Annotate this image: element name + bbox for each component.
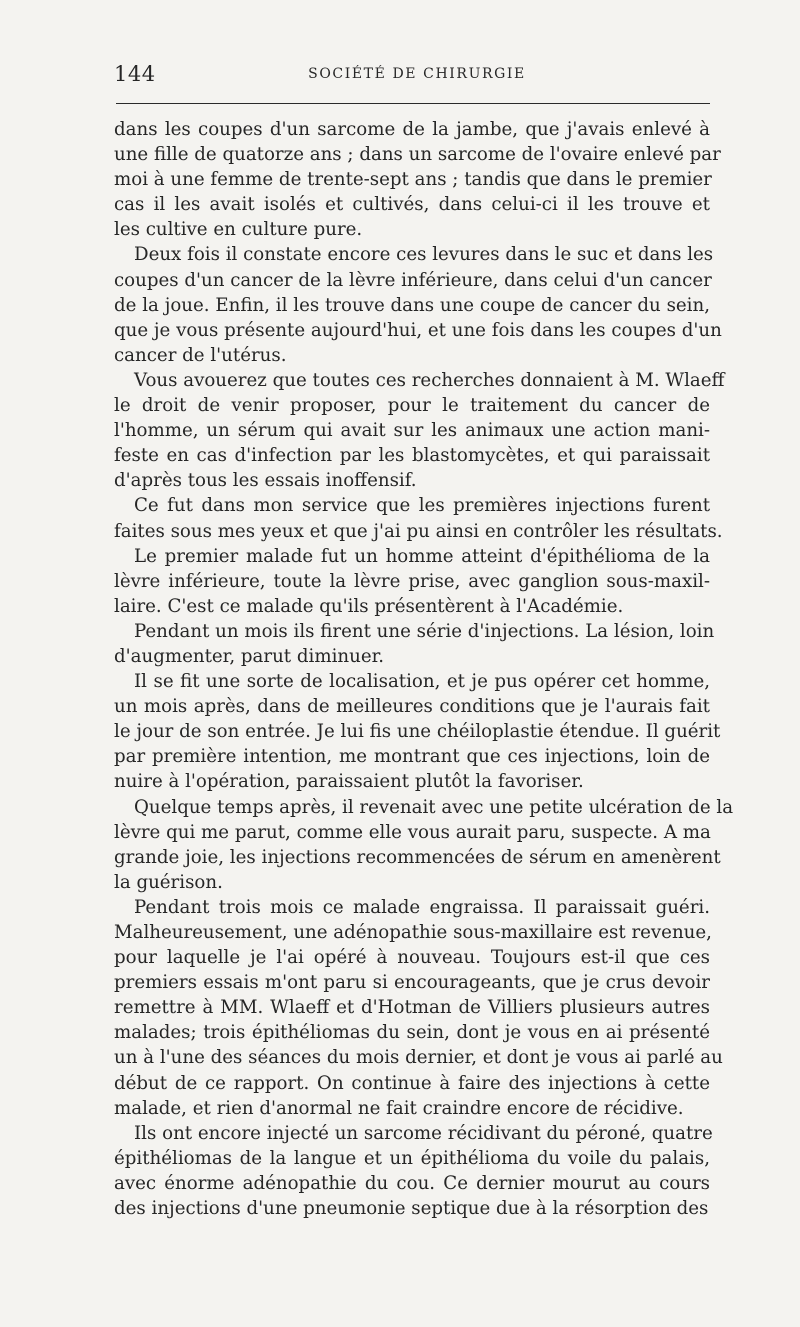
text-line: Le premier malade fut un homme atteint d'épithélioma de la xyxy=(134,545,710,567)
text-line: l'homme, un sérum qui avait sur les animaux une action mani- xyxy=(114,420,710,442)
text-line: que je vous présente aujourd'hui, et une fois dans les coupes d'un xyxy=(114,319,722,341)
text-line: Malheureusement, une adénopathie sous-maxillaire est revenue, xyxy=(114,922,712,943)
text-line: une fille de quatorze ans ; dans un sarcome de l'ovaire enlevé par xyxy=(114,144,721,166)
text-line: Pendant trois mois ce malade engraissa. Il paraissait guéri. xyxy=(134,896,710,918)
text-line: malade, et rien d'anormal ne fait craindre encore de récidive. xyxy=(114,1097,684,1119)
text-line: Il se fit une sorte de localisation, et je pus opérer cet homme, xyxy=(134,671,710,693)
text-line: Vous avouerez que toutes ces recherches donnaient à M. Wlaeff xyxy=(134,369,725,391)
text-line: un à l'une des séances du mois dernier, et dont je vous ai parlé au xyxy=(114,1047,723,1069)
text-line: dans les coupes d'un sarcome de la jambe, que j'avais enlevé à xyxy=(114,119,710,140)
text-line: coupes d'un cancer de la lèvre inférieure, dans celui d'un cancer xyxy=(114,269,712,291)
text-line: feste en cas d'infection par les blastomycètes, et qui paraissait xyxy=(114,445,710,467)
text-line: d'après tous les essais inoffensif. xyxy=(114,470,417,492)
text-line: un mois après, dans de meilleures conditions que je l'aurais fait xyxy=(114,696,710,718)
text-line: d'augmenter, parut diminuer. xyxy=(114,645,385,667)
text-line: remettre à MM. Wlaeff et d'Hotman de Villiers plusieurs autres xyxy=(114,997,710,1019)
text-line: les cultive en culture pure. xyxy=(114,219,363,241)
paragraph xyxy=(114,669,721,794)
text-line: épithéliomas de la langue et un épithélioma du voile du palais, xyxy=(114,1147,710,1169)
text-line: Pendant un mois ils firent une série d'injections. La lésion, loin xyxy=(134,620,715,642)
page-header xyxy=(114,60,710,90)
text-line: le droit de venir proposer, pour le traitement du cancer de xyxy=(114,395,710,417)
text-line: faites sous mes yeux et que j'ai pu ainsi en contrôler les résultats. xyxy=(114,520,723,542)
text-line: de la joue. Enfin, il les trouve dans une coupe de cancer du sein, xyxy=(114,294,710,316)
text-line: cancer de l'utérus. xyxy=(114,344,287,366)
text-line: grande joie, les injections recommencées de sérum en amenèrent xyxy=(114,846,721,868)
paragraph xyxy=(114,1121,713,1221)
text-line: la guérison. xyxy=(114,871,223,893)
text-line: nuire à l'opération, paraissaient plutôt la favoriser. xyxy=(114,771,584,793)
text-line: Ce fut dans mon service que les premières injections furent xyxy=(134,495,710,517)
header-rule xyxy=(116,103,710,104)
text-line: lèvre qui me parut, comme elle vous aurait paru, suspecte. A ma xyxy=(114,821,711,843)
text-line: par première intention, me montrant que ces injections, loin de xyxy=(114,746,710,768)
running-head: SOCIÉTÉ DE CHIRURGIE xyxy=(308,66,526,82)
text-line: le jour de son entrée. Je lui fis une chéiloplastie étendue. Il guérit xyxy=(114,721,721,743)
text-line: avec énorme adénopathie du cou. Ce dernier mourut au cours xyxy=(114,1172,710,1194)
text-line: malades; trois épithéliomas du sein, dont je vous en ai présenté xyxy=(114,1022,710,1044)
text-line: Deux fois il constate encore ces levures dans le suc et dans les xyxy=(134,244,714,266)
text-line: lèvre inférieure, toute la lèvre prise, avec ganglion sous-maxil- xyxy=(114,570,710,592)
text-line: début de ce rapport. On continue à faire des injections à cette xyxy=(114,1072,710,1094)
text-line: cas il les avait isolés et cultivés, dans celui-ci il les trouve et xyxy=(114,194,710,216)
text-line: pour laquelle je l'ai opéré à nouveau. Toujours est-il que ces xyxy=(114,947,710,969)
paragraph xyxy=(114,795,734,895)
text-line: Quelque temps après, il revenait avec une petite ulcération de la xyxy=(134,796,734,818)
text-line: laire. C'est ce malade qu'ils présentèrent à l'Académie. xyxy=(114,595,624,617)
paragraph xyxy=(114,117,721,242)
text-line: Ils ont encore injecté un sarcome récidivant du péroné, quatre xyxy=(134,1122,713,1144)
text-line: premiers essais m'ont paru si encourageants, que je crus devoir xyxy=(114,972,710,994)
paragraph xyxy=(114,544,710,619)
paragraph xyxy=(114,493,723,543)
paragraph xyxy=(114,895,723,1121)
paragraph xyxy=(114,242,722,367)
text-line: moi à une femme de trente-sept ans ; tandis que dans le premier xyxy=(114,169,712,191)
text-line: des injections d'une pneumonie septique due à la résorption des xyxy=(114,1198,709,1220)
paragraph xyxy=(114,368,725,493)
paragraph xyxy=(114,619,715,669)
page-number: 144 xyxy=(114,62,156,86)
body-text xyxy=(114,117,734,1221)
